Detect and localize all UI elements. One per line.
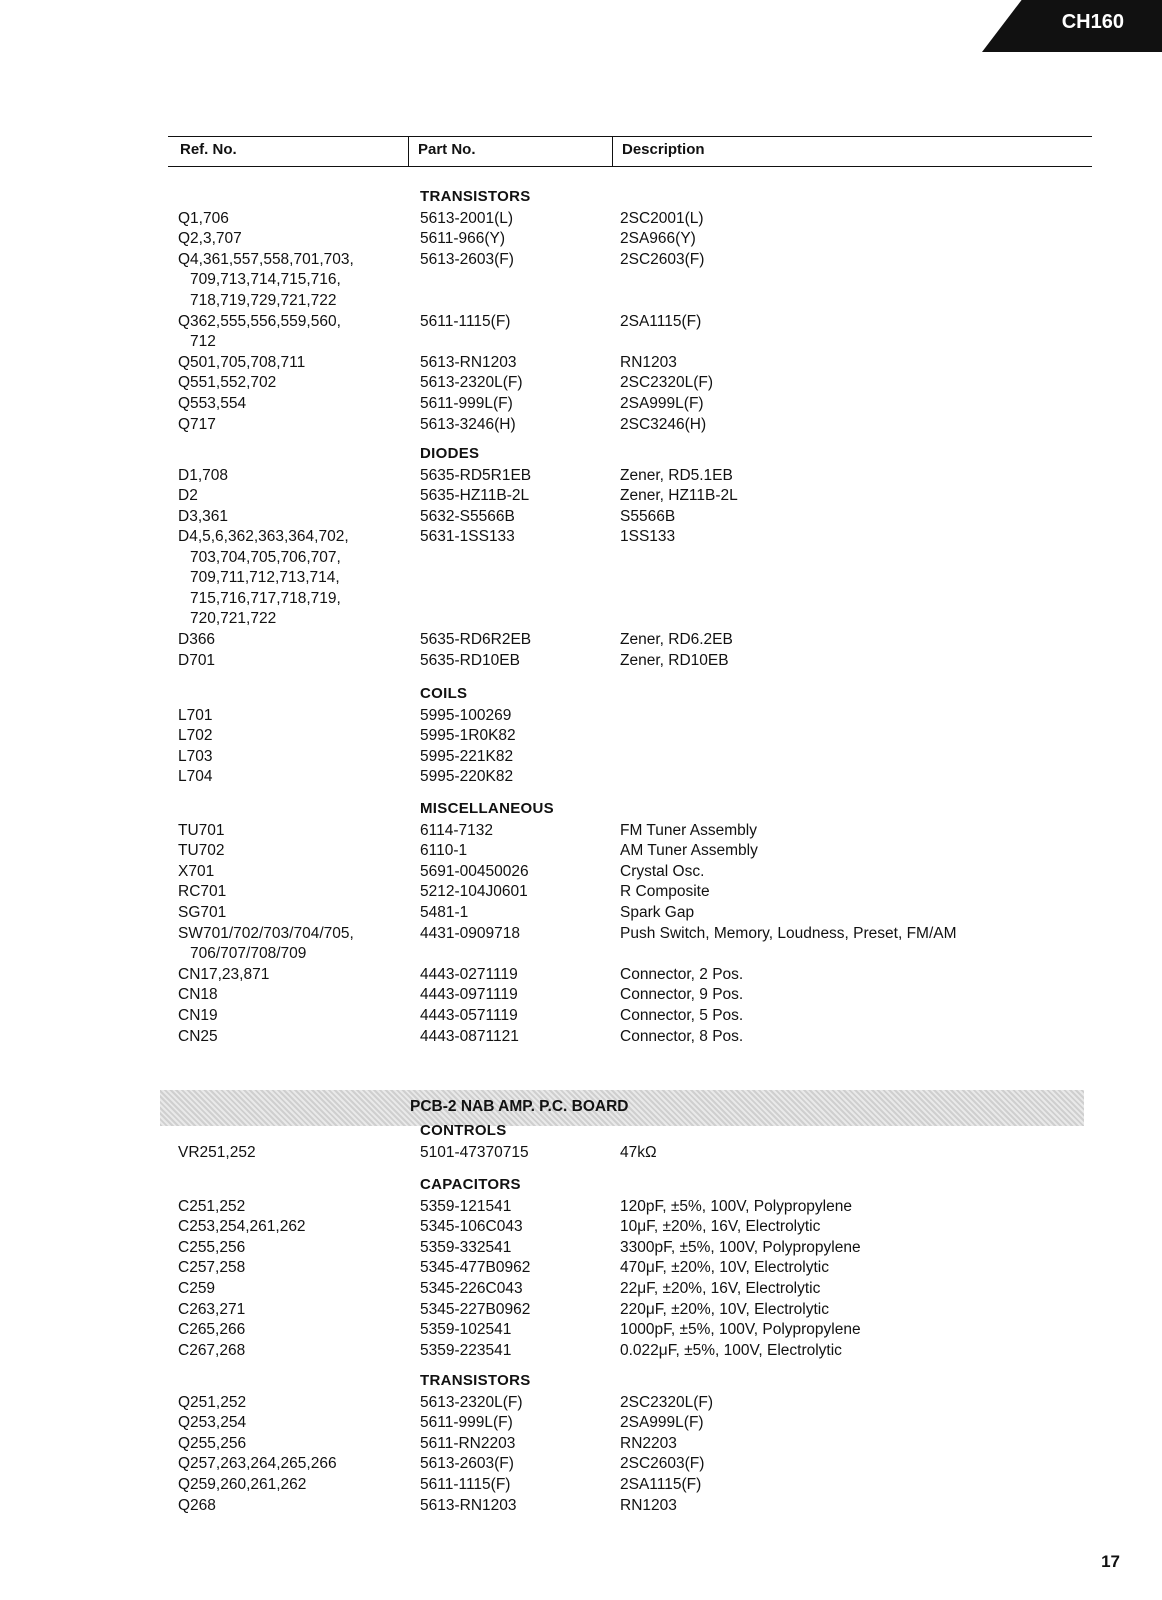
part-no: 5611-1115(F) <box>420 1476 511 1493</box>
description: 2SA999L(F) <box>620 1414 704 1432</box>
ref-no: Q553,554 <box>178 395 247 412</box>
part-row <box>0 250 1162 309</box>
ref-no: C255,256 <box>178 1238 246 1256</box>
ref-no: L701 <box>178 706 213 724</box>
part-row <box>0 1413 1162 1434</box>
description: R Composite <box>620 883 710 901</box>
description: RN2203 <box>620 1434 677 1452</box>
part-row <box>0 373 1162 394</box>
section-band <box>160 1090 1084 1126</box>
part-row <box>0 312 1162 351</box>
header-bottom-rule <box>168 166 1092 167</box>
header-desc: Description <box>622 141 705 158</box>
ref-no: D1,708 <box>178 466 228 484</box>
part-no: 4443-0571119 <box>420 1007 518 1024</box>
part-row <box>0 903 1162 924</box>
description: Connector, 8 Pos. <box>620 1027 744 1045</box>
part-row <box>0 527 1162 628</box>
ref-no: X701 <box>178 862 215 880</box>
ref-no: C259 <box>178 1280 216 1297</box>
part-row <box>0 1258 1162 1279</box>
part-no: 5345-226C043 <box>420 1280 523 1297</box>
part-row <box>0 209 1162 230</box>
group-title: MISCELLANEOUS <box>420 800 554 817</box>
part-no: 5212-104J0601 <box>420 883 528 901</box>
part-no: 5613-2001(L) <box>420 209 514 227</box>
part-row <box>0 394 1162 415</box>
part-row <box>0 1320 1162 1341</box>
group-title: CONTROLS <box>420 1122 507 1139</box>
part-no: 5359-223541 <box>420 1341 512 1359</box>
section-band-title: PCB-2 NAB AMP. P.C. BOARD <box>410 1098 629 1115</box>
description: S5566B <box>620 507 676 525</box>
part-row <box>0 1393 1162 1414</box>
ref-no: C263,271 <box>178 1300 246 1318</box>
header-divider-2 <box>612 136 613 166</box>
part-no: 5611-966(Y) <box>420 230 506 248</box>
ref-no: Q717 <box>178 415 216 433</box>
description: Spark Gap <box>620 904 695 921</box>
description: 2SC2603(F) <box>620 250 705 268</box>
part-no: 5611-1115(F) <box>420 312 511 330</box>
part-no: 5359-102541 <box>420 1321 512 1339</box>
part-row <box>0 767 1162 788</box>
part-row <box>0 726 1162 747</box>
ref-no: D2 <box>178 487 198 505</box>
description: 2SA1115(F) <box>620 1476 702 1493</box>
part-row <box>0 1496 1162 1517</box>
part-row <box>0 1475 1162 1496</box>
part-row <box>0 630 1162 651</box>
part-no: 5995-221K82 <box>420 747 514 765</box>
part-no: 5101-47370715 <box>420 1143 529 1161</box>
ref-no: Q362,555,556,559,560, 712 <box>178 312 341 351</box>
ref-no: SW701/702/703/704/705, 706/707/708/709 <box>178 924 354 963</box>
part-row <box>0 466 1162 487</box>
part-no: 5613-2603(F) <box>420 250 514 268</box>
description: Connector, 9 Pos. <box>620 986 744 1004</box>
description: Push Switch, Memory, Loudness, Preset, FM/AM <box>620 924 957 942</box>
description: 2SA999L(F) <box>620 395 704 412</box>
ref-no: Q501,705,708,711 <box>178 353 306 371</box>
ref-no: SG701 <box>178 904 227 921</box>
description: 2SC3246(H) <box>620 415 707 433</box>
ref-no: Q251,252 <box>178 1393 247 1411</box>
group-title: TRANSISTORS <box>420 188 531 205</box>
header-part: Part No. <box>418 141 476 158</box>
ref-no: Q1,706 <box>178 209 229 227</box>
description: 0.022μF, ±5%, 100V, Electrolytic <box>620 1341 842 1359</box>
part-row <box>0 1434 1162 1455</box>
header-divider-1 <box>408 136 409 166</box>
description: Connector, 2 Pos. <box>620 965 744 983</box>
ref-no: TU702 <box>178 842 225 860</box>
description: AM Tuner Assembly <box>620 842 758 860</box>
part-no: 6110-1 <box>420 842 468 860</box>
ref-no: TU701 <box>178 821 225 839</box>
description: 22μF, ±20%, 16V, Electrolytic <box>620 1280 821 1297</box>
ref-no: CN18 <box>178 986 218 1004</box>
part-row <box>0 1217 1162 1238</box>
ref-no: Q259,260,261,262 <box>178 1476 307 1493</box>
part-no: 4431-0909718 <box>420 924 520 942</box>
part-no: 5481-1 <box>420 904 469 921</box>
ref-no: L703 <box>178 747 213 765</box>
description: Zener, RD6.2EB <box>620 631 733 649</box>
part-row <box>0 1454 1162 1475</box>
part-row <box>0 924 1162 963</box>
ref-no: C257,258 <box>178 1259 246 1277</box>
part-no: 5995-100269 <box>420 706 512 724</box>
part-no: 5613-2603(F) <box>420 1455 514 1473</box>
header-ref: Ref. No. <box>180 141 237 158</box>
part-row <box>0 1300 1162 1321</box>
page-number: 17 <box>1101 1552 1120 1571</box>
part-no: 4443-0971119 <box>420 986 518 1004</box>
description: 2SC2001(L) <box>620 209 704 227</box>
part-row <box>0 229 1162 250</box>
part-no: 4443-0871121 <box>420 1027 519 1045</box>
part-row <box>0 1027 1162 1048</box>
ref-no: Q253,254 <box>178 1414 247 1432</box>
part-no: 5611-999L(F) <box>420 395 513 412</box>
part-row <box>0 353 1162 374</box>
part-row <box>0 821 1162 842</box>
part-no: 5359-121541 <box>420 1197 512 1215</box>
part-no: 4443-0271119 <box>420 965 518 983</box>
part-no: 5611-999L(F) <box>420 1414 513 1432</box>
part-no: 5359-332541 <box>420 1238 512 1256</box>
description: 10μF, ±20%, 16V, Electrolytic <box>620 1218 821 1236</box>
part-no: 5691-00450026 <box>420 862 529 880</box>
description: 1SS133 <box>620 528 676 546</box>
ref-no: Q4,361,557,558,701,703, 709,713,714,715,716, 718,719,729,721,722 <box>178 250 354 309</box>
ref-no: C267,268 <box>178 1341 246 1359</box>
description: 2SA1115(F) <box>620 312 702 330</box>
part-no: 6114-7132 <box>420 821 493 839</box>
part-no: 5635-RD6R2EB <box>420 631 532 649</box>
part-no: 5613-3246(H) <box>420 415 516 433</box>
description: 2SC2603(F) <box>620 1455 705 1473</box>
part-no: 5635-RD5R1EB <box>420 466 532 484</box>
ref-no: RC701 <box>178 883 227 901</box>
ref-no: D3,361 <box>178 507 228 525</box>
part-no: 5613-2320L(F) <box>420 374 523 392</box>
description: Zener, HZ11B-2L <box>620 487 738 505</box>
part-no: 5635-RD10EB <box>420 652 520 669</box>
ref-no: C265,266 <box>178 1321 246 1339</box>
part-row <box>0 747 1162 768</box>
ref-no: Q257,263,264,265,266 <box>178 1455 337 1473</box>
group-title: CAPACITORS <box>420 1176 521 1193</box>
description: 2SC2320L(F) <box>620 374 714 392</box>
part-row <box>0 507 1162 528</box>
part-no: 5345-227B0962 <box>420 1300 531 1318</box>
ref-no: CN17,23,871 <box>178 965 270 983</box>
part-row <box>0 1341 1162 1362</box>
part-no: 5613-RN1203 <box>420 1496 517 1514</box>
ref-no: CN19 <box>178 1007 218 1024</box>
ref-no: L704 <box>178 768 213 786</box>
part-row <box>0 651 1162 672</box>
description: Zener, RD10EB <box>620 652 729 669</box>
ref-no: Q268 <box>178 1496 216 1514</box>
description: RN1203 <box>620 1496 677 1514</box>
description: FM Tuner Assembly <box>620 821 757 839</box>
part-row <box>0 1279 1162 1300</box>
ref-no: Q255,256 <box>178 1434 247 1452</box>
part-row <box>0 415 1162 436</box>
part-row <box>0 862 1162 883</box>
description: RN1203 <box>620 353 677 371</box>
description: 3300pF, ±5%, 100V, Polypropylene <box>620 1238 861 1256</box>
group-title: COILS <box>420 685 468 702</box>
part-no: 5611-RN2203 <box>420 1434 516 1452</box>
part-row <box>0 985 1162 1006</box>
ref-no: D701 <box>178 652 216 669</box>
description: Zener, RD5.1EB <box>620 466 733 484</box>
part-no: 5613-2320L(F) <box>420 1393 523 1411</box>
description: 1000pF, ±5%, 100V, Polypropylene <box>620 1321 861 1339</box>
description: 470μF, ±20%, 10V, Electrolytic <box>620 1259 830 1277</box>
part-row <box>0 882 1162 903</box>
ref-no: VR251,252 <box>178 1143 256 1161</box>
header-top-rule <box>168 136 1092 137</box>
description: 120pF, ±5%, 100V, Polypropylene <box>620 1197 852 1215</box>
ref-no: Q551,552,702 <box>178 374 277 392</box>
description: 220μF, ±20%, 10V, Electrolytic <box>620 1300 830 1318</box>
description: Connector, 5 Pos. <box>620 1007 744 1024</box>
part-row <box>0 1006 1162 1027</box>
ref-no: Q2,3,707 <box>178 230 242 248</box>
ref-no: C253,254,261,262 <box>178 1218 306 1236</box>
part-no: 5995-220K82 <box>420 768 514 786</box>
description: Crystal Osc. <box>620 862 705 880</box>
part-row <box>0 1238 1162 1259</box>
description: 47kΩ <box>620 1143 657 1161</box>
part-no: 5613-RN1203 <box>420 353 517 371</box>
part-no: 5345-477B0962 <box>420 1259 531 1277</box>
part-no: 5631-1SS133 <box>420 528 515 546</box>
part-no: 5635-HZ11B-2L <box>420 487 530 505</box>
group-title: TRANSISTORS <box>420 1372 531 1389</box>
ref-no: D4,5,6,362,363,364,702, 703,704,705,706,707, 709,711,712,713,714, 715,716,717,718,719, 720,721,722 <box>178 528 349 628</box>
part-row <box>0 1143 1162 1164</box>
ref-no: CN25 <box>178 1027 218 1045</box>
description: 2SC2320L(F) <box>620 1393 714 1411</box>
part-row <box>0 486 1162 507</box>
model-tab-label: CH160 <box>1061 11 1124 33</box>
group-title: DIODES <box>420 445 480 462</box>
part-no: 5995-1R0K82 <box>420 727 516 745</box>
ref-no: C251,252 <box>178 1197 246 1215</box>
part-row <box>0 841 1162 862</box>
ref-no: D366 <box>178 631 216 649</box>
part-row <box>0 706 1162 727</box>
part-row <box>0 1197 1162 1218</box>
part-no: 5345-106C043 <box>420 1218 523 1236</box>
description: 2SA966(Y) <box>620 230 696 248</box>
part-row <box>0 965 1162 986</box>
part-no: 5632-S5566B <box>420 507 515 525</box>
ref-no: L702 <box>178 727 213 745</box>
